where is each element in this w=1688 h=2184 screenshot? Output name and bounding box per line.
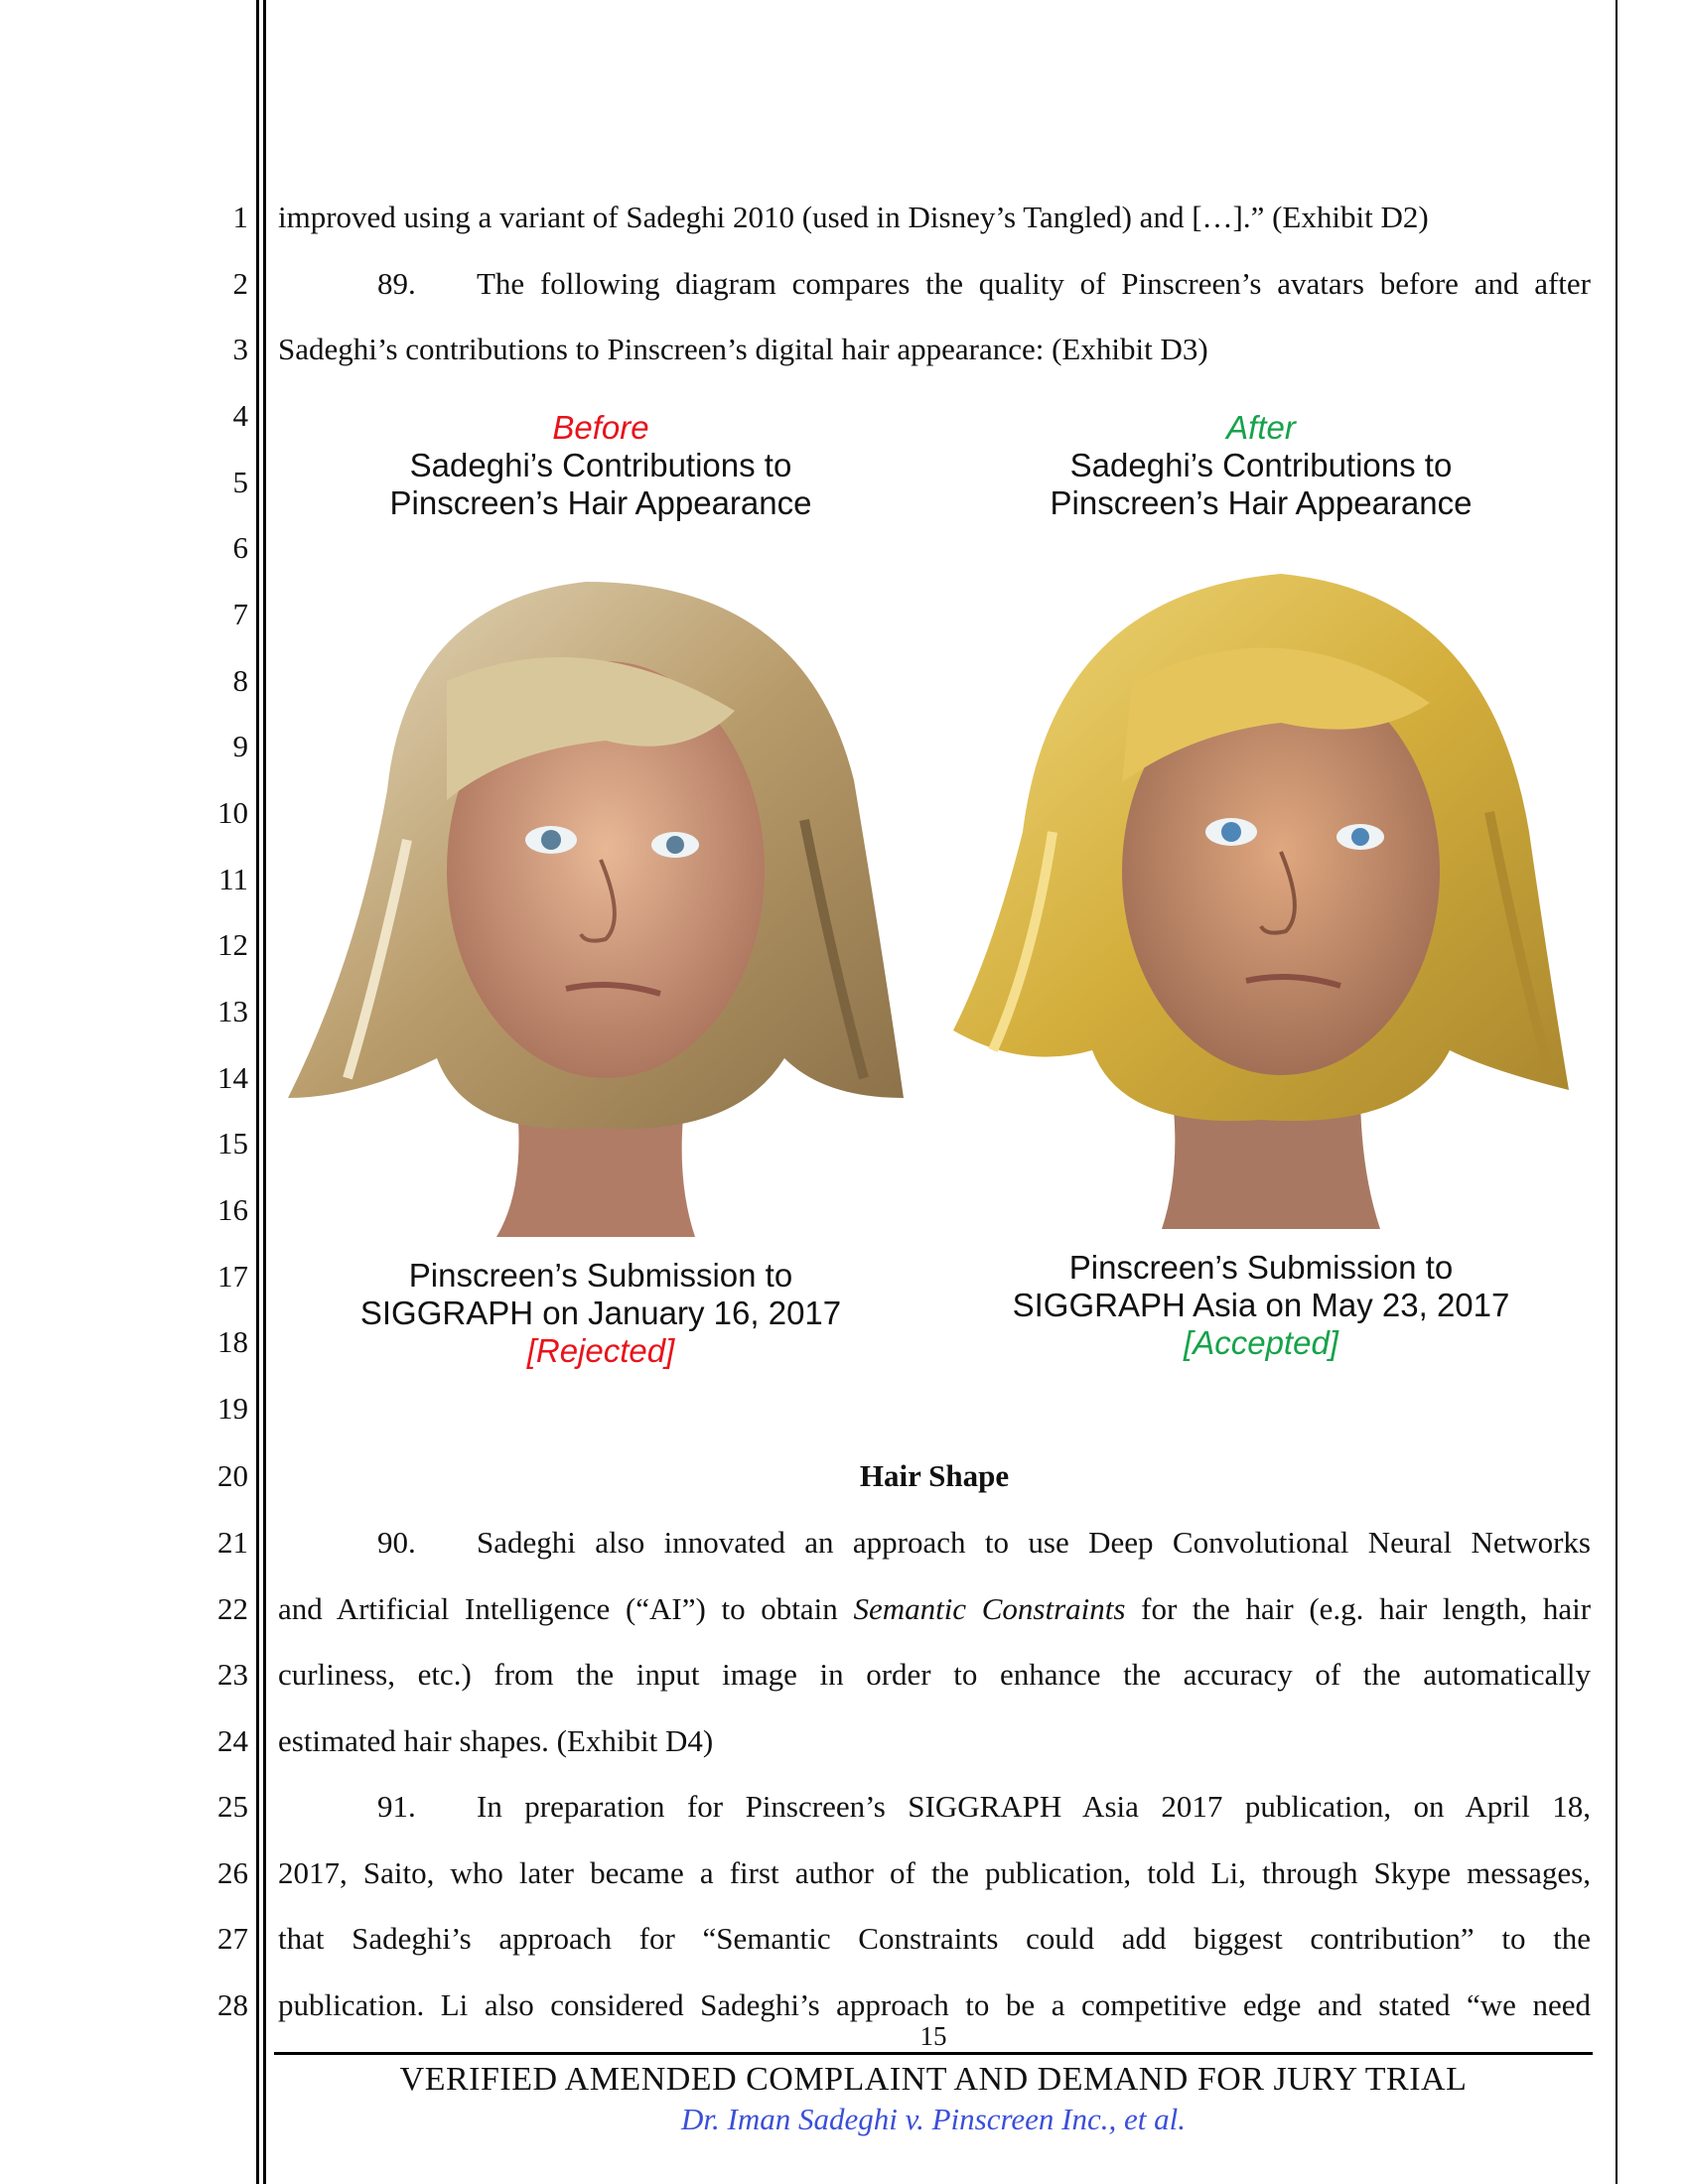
figure-before-title-line-1: Sadeghi’s Contributions to <box>409 447 792 483</box>
line-number: 18 <box>217 1324 248 1359</box>
paragraph-90-line-2-a: and Artificial Intelligence (“AI”) to obtain <box>278 1591 854 1626</box>
line-number: 19 <box>217 1391 248 1426</box>
right-margin-rule <box>1616 0 1618 2184</box>
figure-before-caption-line-2: SIGGRAPH on January 16, 2017 <box>359 1295 842 1331</box>
line-number: 16 <box>217 1192 248 1227</box>
line-number: 10 <box>217 795 248 830</box>
paragraph-90-line-2 <box>278 1591 1591 1627</box>
paragraph-89-text: The following diagram compares the quality of Pinscreen’s avatars before and after <box>477 266 1591 301</box>
line-number: 12 <box>217 927 248 962</box>
text-line-1: improved using a variant of Sadeghi 2010 (used in Disney’s Tangled) and […].” (Exhibit D2) <box>278 200 1429 234</box>
figure-before-panel <box>268 409 933 1370</box>
paragraph-91-line-2: 2017, Saito, who later became a first author of the publication, told Li, through Skype messages, <box>278 1855 1591 1890</box>
paragraph-89-line-1 <box>278 266 1591 302</box>
paragraph-90-text: Sadeghi also innovated an approach to use Deep Convolutional Neural Networks <box>477 1525 1591 1560</box>
figure-after-caption-line-2: SIGGRAPH Asia on May 23, 2017 <box>1012 1287 1510 1323</box>
line-number: 6 <box>232 530 248 565</box>
line-number: 3 <box>232 332 248 366</box>
line-number: 14 <box>217 1060 248 1095</box>
figure-after-title-line-1: Sadeghi’s Contributions to <box>1069 447 1453 483</box>
line-number: 15 <box>217 1126 248 1160</box>
paragraph-89-line-2: Sadeghi’s contributions to Pinscreen’s digital hair appearance: (Exhibit D3) <box>278 332 1208 366</box>
paragraph-90-line-1 <box>278 1525 1591 1561</box>
line-number: 2 <box>232 266 248 301</box>
paragraph-91-text: In preparation for Pinscreen’s SIGGRAPH Asia 2017 publication, on April 18, <box>477 1789 1591 1824</box>
line-number: 27 <box>217 1921 248 1956</box>
line-number: 20 <box>217 1458 248 1493</box>
paragraph-number-89: 89. <box>377 266 416 301</box>
line-number: 22 <box>217 1591 248 1626</box>
paragraph-90-emphasis: Semantic Constraints <box>853 1591 1126 1626</box>
line-number: 26 <box>217 1855 248 1890</box>
avatar-after-image <box>933 534 1589 1249</box>
line-number: 11 <box>218 862 248 896</box>
left-margin-rule-2 <box>263 0 266 2184</box>
footer-document-title: VERIFIED AMENDED COMPLAINT AND DEMAND FOR JURY TRIAL <box>399 2061 1468 2098</box>
figure-after-title-line-2: Pinscreen’s Hair Appearance <box>1050 484 1473 521</box>
page-number: 15 <box>919 2021 947 2051</box>
paragraph-91-line-4: publication. Li also considered Sadeghi’s approach to be a competitive edge and stated “we need <box>278 1987 1591 2022</box>
footer-rule <box>274 2052 1593 2055</box>
left-margin-rule-1 <box>256 0 259 2184</box>
line-number: 21 <box>217 1525 248 1560</box>
paragraph-91-line-1 <box>278 1789 1591 1825</box>
line-number: 28 <box>217 1987 248 2022</box>
line-number: 4 <box>232 398 248 433</box>
figure-after-panel <box>933 409 1589 1362</box>
line-number: 9 <box>232 729 248 763</box>
figure-after-label: After <box>1226 409 1296 446</box>
figure-after-status: [Accepted] <box>1184 1324 1338 1361</box>
line-number: 7 <box>232 597 248 631</box>
line-number: 8 <box>232 663 248 698</box>
paragraph-91-line-3: that Sadeghi’s approach for “Semantic Constraints could add biggest contribution” to the <box>278 1921 1591 1956</box>
footer-case-caption: Dr. Iman Sadeghi v. Pinscreen Inc., et al. <box>681 2102 1186 2136</box>
line-number: 5 <box>232 465 248 499</box>
figure-before-label: Before <box>552 409 649 446</box>
line-number: 13 <box>217 994 248 1028</box>
paragraph-90-line-3: curliness, etc.) from the input image in order to enhance the accuracy of the automatically <box>278 1657 1591 1692</box>
line-number: 17 <box>217 1259 248 1294</box>
line-number: 24 <box>217 1723 248 1758</box>
line-number: 23 <box>217 1657 248 1692</box>
figure-after-caption-line-1: Pinscreen’s Submission to <box>1068 1249 1454 1286</box>
figure-before-caption-line-1: Pinscreen’s Submission to <box>408 1257 793 1294</box>
paragraph-number-90: 90. <box>377 1525 416 1560</box>
line-number: 1 <box>232 200 248 234</box>
paragraph-number-91: 91. <box>377 1789 416 1824</box>
paragraph-90-line-4: estimated hair shapes. (Exhibit D4) <box>278 1723 714 1758</box>
section-heading-hair-shape: Hair Shape <box>859 1458 1010 1493</box>
paragraph-90-line-2-b: for the hair (e.g. hair length, hair <box>1125 1591 1592 1626</box>
figure-before-title-line-2: Pinscreen’s Hair Appearance <box>389 484 812 521</box>
line-number: 25 <box>217 1789 248 1824</box>
figure-before-status: [Rejected] <box>526 1332 675 1369</box>
avatar-before-image <box>268 542 933 1257</box>
